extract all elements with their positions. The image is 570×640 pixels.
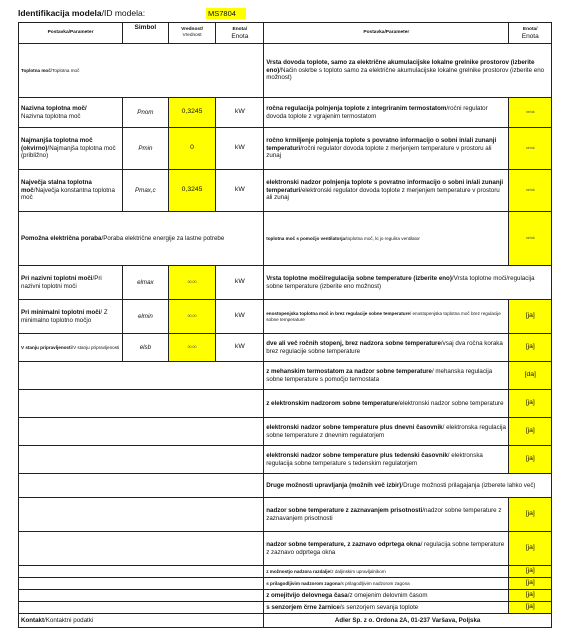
value-manual-charge-control: ne/ok [509,98,552,128]
unit-pmaxc: kW [216,170,264,212]
value-adaptive-start: [ja] [509,578,552,590]
option-working-time-limit: z omejitvijo delovnega časa/z omejenim delovnim časom [264,590,509,602]
table-row [19,212,552,266]
empty-cell [19,362,264,390]
option-adaptive-start: s prilagodljivim nadzorom zagona/s prilagodljivim nadzorom zagona [264,578,509,590]
symbol-pmaxc: Pmax,c [123,170,169,212]
unit-elsb: kW [216,334,264,362]
value-black-bulb-sensor: [ja] [509,602,552,614]
datasheet-page [18,8,552,628]
table-row [19,566,552,578]
option-day-timer: elektronski nadzor sobne temperature plus dnevni časovnik/ elektronska regulacija sobne temperature z dnevnim regulatorjem [264,418,509,446]
table-row [19,532,552,566]
table-row [19,602,552,614]
option-single-stage: enostopenjska toplotna moč in brez regulacije sobne temperature/ enostopenjska toplotna moč brez regulacije sobne temperature [264,300,509,334]
model-identification [18,8,552,22]
parameter-table [18,22,552,628]
symbol-elsb: elsb [123,334,169,362]
model-number: MS7804 [206,8,246,19]
contact-value: Adler Sp. z o. Ordona 2A, 01-237 Varšava, Poljska [264,614,552,628]
table-row [19,578,552,590]
option-week-timer: elektronski nadzor sobne temperature plus tedenski časovnik/ elektronska regulacija sobne temperature s tedenskim regulatorjem [264,446,509,474]
empty-cell [19,578,264,590]
option-black-bulb-sensor: s senzorjem črne žarnice/s senzorjem sevanja toplote [264,602,509,614]
value-fan-assisted: ne/ok [509,212,552,266]
empty-cell [19,566,264,578]
value-pmin: 0 [168,128,216,170]
unit-pnom: kW [216,98,264,128]
value-working-time-limit: [ja] [509,590,552,602]
value-two-manual-stages: [ja] [509,334,552,362]
unit-elmin: kW [216,300,264,334]
table-row [19,266,552,300]
empty-cell [19,498,264,532]
symbol-pmin: Pmin [123,128,169,170]
option-electronic-control: z elektronskim nadzorom sobne temperature/elektronski nadzor sobne temperature [264,390,509,418]
symbol-elmin: elmin [123,300,169,334]
value-manual-charge-feedback: ne/ok [509,128,552,170]
unit-pmin: kW [216,128,264,170]
table-row [19,474,552,498]
table-header [19,23,552,44]
value-remote-control: [ja] [509,566,552,578]
contact-label: Kontakt/Kontaktni podatki [19,614,264,628]
option-open-window: nadzor sobne temperature, z zaznavo odprtega okna/ regulacija sobne temperature z zaznavo odprtega okna [264,532,509,566]
option-two-manual-stages: dve ali več ročnih stopenj, brez nadzora sobne temperature/vsaj dva ročna koraka brez regulacije sobne temperature [264,334,509,362]
empty-cell [19,532,264,566]
empty-cell [19,446,264,474]
value-presence-detection: [ja] [509,498,552,532]
param-el-min: Pri minimalni toplotni moči/ Z minimalno toplotno močjo [19,300,123,334]
other-control-options: Druge možnosti upravljanja (možnih več izbir)/Druge možnosti prilagajanja (izberete lahko več) [264,474,552,498]
value-mechanical-thermostat: [da] [509,362,552,390]
param-min-heat-output: Najmanjša toplotna moč (okvirno)/Najmanjša toplotna moč (približno) [19,128,123,170]
empty-cell [19,602,264,614]
empty-cell [19,390,264,418]
value-open-window: [ja] [509,532,552,566]
col-parameter: Postavka/Parameter [19,23,123,44]
value-single-stage: [ja] [509,300,552,334]
table-row [19,170,552,212]
table-row [19,44,552,98]
value-electronic-control: [ja] [509,390,552,418]
option-mechanical-thermostat: z mehanskim termostatom za nadzor sobne temperature/ mehanska regulacija sobne temperature s pomočjo termostata [264,362,509,390]
col-parameter-right: Postavka/Parameter [264,23,509,44]
param-max-continuous-heat-output: Največja stalna toplotna moč/Največja konstantna toplotna moč [19,170,123,212]
col-unit: Enota/ Enota [216,23,264,44]
value-day-timer: [ja] [509,418,552,446]
param-nominal-heat-output: Nazivna toplotna moč/ Nazivna toplotna moč [19,98,123,128]
param-el-max: Pri nazivni toplotni moči/Pri nazivni toplotni moči [19,266,123,300]
table-row [19,446,552,474]
table-row [19,614,552,628]
value-electronic-charge-feedback: ne/ok [509,170,552,212]
table-row [19,334,552,362]
symbol-pnom: Pnom [123,98,169,128]
param-aux-consumption: Pomožna električna poraba/Poraba električne energije za lastne potrebe [19,212,264,266]
table-row [19,390,552,418]
option-fan-assisted: toplotna moč s pomočjo ventilatorja/toplotna moč, ki jo regulira ventilator [264,212,509,266]
option-manual-charge-control: ročna regulacija polnjenja toplote z integriranim termostatom/ročni regulator dovoda toplote z vgrajenim termostatom [264,98,509,128]
heat-input-type: Vrsta dovoda toplote, samo za električne akumulacijske lokalne grelnike prostorov (izberite eno)/Način oskrbe s toploto samo za električne akumulacijske lokalne grelnike prostorov (izberite eno možnost) [264,44,552,98]
col-value: Vrednost/ Vrednost [168,23,216,44]
col-symbol: Simbol [123,23,169,44]
value-elmin: 00,00 [168,300,216,334]
id-label: Identifikacija modela/ID modela: [18,8,146,18]
option-remote-control: z možnostjo nadzora razdalje/z daljinskim upravljalnikom [264,566,509,578]
table-row [19,300,552,334]
option-presence-detection: nadzor sobne temperature z zaznavanjem prisotnosti/nadzor sobne temperature z zaznavanjem prisotnosti [264,498,509,532]
value-elsb: 00,00 [168,334,216,362]
table-row [19,362,552,390]
value-elmax: 00,00 [168,266,216,300]
col-unit-right: Enota/ Enota [509,23,552,44]
param-el-standby: V stanju pripravljenosti/V stanju pripravljenosti [19,334,123,362]
unit-elmax: kW [216,266,264,300]
table-row [19,98,552,128]
table-row [19,128,552,170]
empty-cell [19,418,264,446]
empty-cell [19,590,264,602]
table-row [19,498,552,532]
value-week-timer: [ja] [509,446,552,474]
empty-cell [19,474,264,498]
room-temp-control-type: Vrsta toplotne moči/regulacija sobne temperature (izberite eno)/Vrsta toplotne moči/regulacija sobne temperature (izberite eno možnost) [264,266,552,300]
value-pmaxc: 0,3245 [168,170,216,212]
option-manual-charge-feedback: ročno krmiljenje polnjenja toplote s povratno informacijo o sobni in/ali zunanji temperaturi/ročni regulator dovoda toplote z merjenjem temperature v prostoru ali zunaj [264,128,509,170]
table-row [19,590,552,602]
symbol-elmax: elmax [123,266,169,300]
value-pnom: 0,3245 [168,98,216,128]
param-heat-output: Toplotna moč/Toplotna moč [19,44,264,98]
table-row [19,418,552,446]
option-electronic-charge-feedback: elektronski nadzor polnjenja toplote s povratno informacijo o sobni in/ali zunanji temperaturi/elektronski regulator dovoda toplote z merjenjem temperature v prostoru ali zunaj [264,170,509,212]
